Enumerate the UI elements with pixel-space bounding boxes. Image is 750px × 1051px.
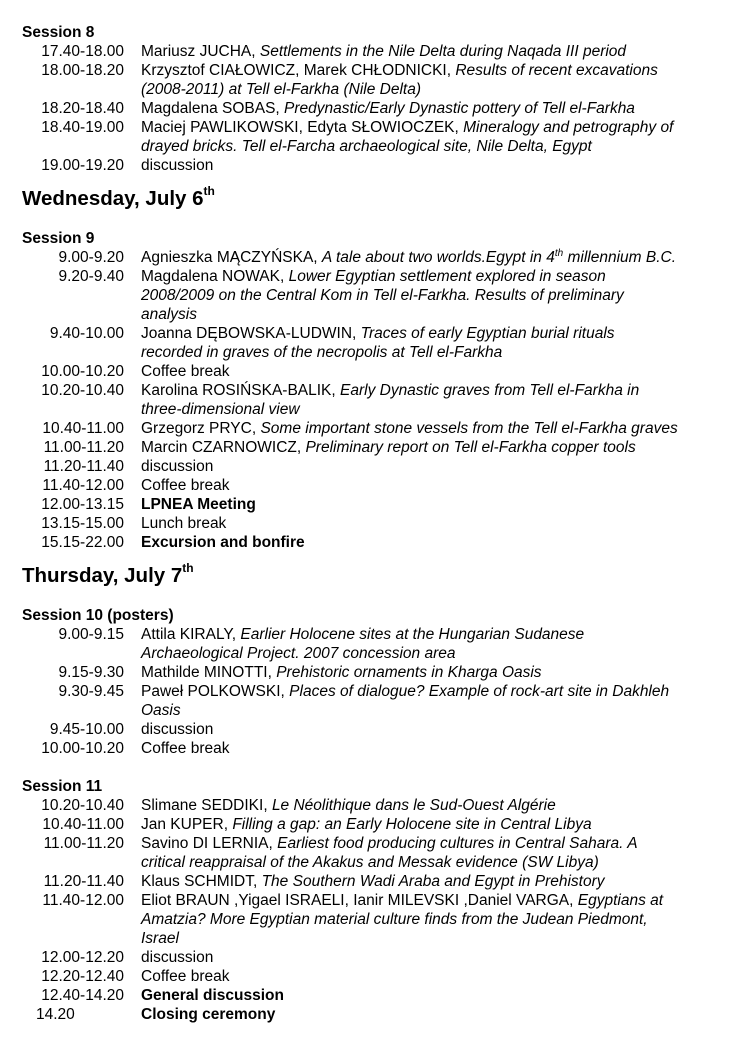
- time-slot: 10.00-10.20: [41, 740, 124, 757]
- break-entry: Lunch break: [141, 515, 227, 532]
- schedule-row: [22, 533, 732, 552]
- talk-title-cont: Archaeological Project. 2007 concession area: [141, 645, 456, 662]
- talk-title: Le Néolithique dans le Sud-Ouest Algérie: [271, 797, 556, 814]
- talk-entry: [141, 625, 732, 663]
- session-8-heading: Session 8: [22, 24, 95, 41]
- schedule-row: [22, 99, 732, 118]
- day-suffix: th: [182, 561, 194, 576]
- speaker: Eliot BRAUN ,Yigael ISRAELI, Ianir MILEVSKI ,Daniel VARGA,: [141, 892, 578, 909]
- talk-entry: [141, 381, 732, 419]
- day-heading-wednesday: [22, 184, 732, 211]
- day-suffix: th: [203, 184, 215, 199]
- time-slot: 10.20-10.40: [41, 382, 124, 399]
- event-entry: Closing ceremony: [141, 1006, 276, 1023]
- break-entry: Coffee break: [141, 968, 230, 985]
- time-slot: 9.00-9.20: [58, 249, 124, 266]
- speaker: Joanna DĘBOWSKA-LUDWIN,: [141, 325, 361, 342]
- speaker: Slimane SEDDIKI,: [141, 797, 272, 814]
- talk-title-cont: Israel: [141, 930, 179, 947]
- event-entry: LPNEA Meeting: [141, 496, 256, 513]
- event-entry: Excursion and bonfire: [141, 534, 305, 551]
- talk-title: Lower Egyptian settlement explored in season: [288, 268, 606, 285]
- break-entry: discussion: [141, 458, 214, 475]
- break-entry: Coffee break: [141, 740, 230, 757]
- talk-entry: [141, 248, 732, 267]
- speaker: Mathilde MINOTTI,: [141, 664, 277, 681]
- time-slot: 9.45-10.00: [49, 721, 124, 738]
- schedule-row: [22, 1005, 732, 1024]
- talk-entry: [141, 324, 732, 362]
- talk-title: Traces of early Egyptian burial rituals: [360, 325, 615, 342]
- break-entry: Coffee break: [141, 363, 230, 380]
- time-slot: 12.40-14.20: [41, 987, 124, 1004]
- talk-title: Prehistoric ornaments in Kharga Oasis: [276, 664, 542, 681]
- session-11-heading: Session 11: [22, 778, 103, 795]
- schedule-row: [22, 438, 732, 457]
- time-slot: 11.00-11.20: [43, 835, 124, 852]
- schedule-row: [22, 362, 732, 381]
- time-slot: 11.40-12.00: [42, 477, 124, 494]
- schedule-row: [22, 476, 732, 495]
- day-heading-thursday: [22, 561, 732, 588]
- talk-title-cont: recorded in graves of the necropolis at Tell el-Farkha: [141, 344, 503, 361]
- time-slot: 10.20-10.40: [41, 797, 124, 814]
- talk-title-cont: (2008-2011) at Tell el-Farkha (Nile Delta): [141, 81, 421, 98]
- day-label: Wednesday, July 6: [22, 187, 204, 210]
- programme-document: [22, 23, 732, 1024]
- schedule-row: [22, 682, 732, 720]
- talk-entry: [141, 42, 732, 61]
- title-part: A tale about two worlds.Egypt in 4: [321, 249, 555, 266]
- title-part: millennium B.C.: [563, 249, 677, 266]
- schedule-row: [22, 625, 732, 663]
- talk-title: Mineralogy and petrography of: [463, 119, 674, 136]
- time-slot: 9.40-10.00: [49, 325, 124, 342]
- speaker: Jan KUPER,: [141, 816, 233, 833]
- schedule-row: [22, 986, 732, 1005]
- schedule-row: [22, 381, 732, 419]
- time-slot: 10.40-11.00: [42, 816, 124, 833]
- schedule-row: [22, 495, 732, 514]
- schedule-row: [22, 720, 732, 739]
- speaker: Magdalena NOWAK,: [141, 268, 289, 285]
- schedule-row: [22, 267, 732, 324]
- schedule-row: [22, 457, 732, 476]
- talk-title: Preliminary report on Tell el-Farkha copper tools: [305, 439, 636, 456]
- talk-entry: [141, 118, 732, 156]
- time-slot: 12.00-13.15: [41, 496, 124, 513]
- break-entry: discussion: [141, 157, 214, 174]
- speaker: Klaus SCHMIDT,: [141, 873, 262, 890]
- talk-title: Places of dialogue? Example of rock-art site in Dakhleh: [289, 683, 670, 700]
- schedule-row: [22, 118, 732, 156]
- title-sup: th: [554, 247, 564, 259]
- time-slot: 11.40-12.00: [42, 892, 124, 909]
- talk-title-cont: analysis: [141, 306, 197, 323]
- schedule-row: [22, 891, 732, 948]
- talk-title: Predynastic/Early Dynastic pottery of Tell el-Farkha: [284, 100, 635, 117]
- schedule-row: [22, 967, 732, 986]
- time-slot: 12.00-12.20: [41, 949, 124, 966]
- speaker: Magdalena SOBAS,: [141, 100, 285, 117]
- time-slot: 18.20-18.40: [41, 100, 124, 117]
- time-slot: 18.40-19.00: [41, 119, 124, 136]
- time-slot: 11.00-11.20: [43, 439, 124, 456]
- speaker: Maciej PAWLIKOWSKI, Edyta SŁOWIOCZEK,: [141, 119, 464, 136]
- schedule-row: [22, 42, 732, 61]
- schedule-row: [22, 739, 732, 758]
- talk-title-cont: 2008/2009 on the Central Kom in Tell el-Farkha. Results of preliminary: [141, 287, 624, 304]
- schedule-row: [22, 834, 732, 872]
- break-entry: discussion: [141, 721, 214, 738]
- time-slot: 9.30-9.45: [58, 683, 124, 700]
- speaker: Marcin CZARNOWICZ,: [141, 439, 306, 456]
- talk-entry: [141, 267, 732, 324]
- speaker: Karolina ROSIŃSKA-BALIK,: [141, 382, 340, 399]
- speaker: Attila KIRALY,: [141, 626, 241, 643]
- schedule-row: [22, 796, 732, 815]
- time-slot: 19.00-19.20: [41, 157, 124, 174]
- talk-entry: [141, 834, 732, 872]
- talk-entry: [141, 796, 732, 815]
- talk-title: The Southern Wadi Araba and Egypt in Prehistory: [261, 873, 605, 890]
- day-label: Thursday, July 7: [22, 564, 183, 587]
- talk-title-cont: drayed bricks. Tell el-Farcha archaeological site, Nile Delta, Egypt: [141, 138, 592, 155]
- talk-entry: [141, 815, 732, 834]
- talk-title: Filling a gap: an Early Holocene site in Central Libya: [232, 816, 592, 833]
- schedule-row: [22, 815, 732, 834]
- talk-title: Earliest food producing cultures in Central Sahara. A: [277, 835, 638, 852]
- break-entry: discussion: [141, 949, 214, 966]
- talk-title-cont: Oasis: [141, 702, 181, 719]
- talk-title: [322, 249, 676, 266]
- schedule-row: [22, 948, 732, 967]
- time-slot: 12.20-12.40: [41, 968, 124, 985]
- talk-entry: [141, 99, 732, 118]
- schedule-row: [22, 419, 732, 438]
- event-entry: General discussion: [141, 987, 284, 1004]
- speaker: Mariusz JUCHA,: [141, 43, 260, 60]
- schedule-row: [22, 61, 732, 99]
- talk-title: Settlements in the Nile Delta during Naqada III period: [259, 43, 627, 60]
- talk-entry: [141, 872, 732, 891]
- schedule-row: [22, 248, 732, 267]
- schedule-row: [22, 514, 732, 533]
- talk-title: Some important stone vessels from the Tell el-Farkha graves: [260, 420, 678, 437]
- time-slot: 17.40-18.00: [41, 43, 124, 60]
- talk-entry: [141, 663, 732, 682]
- talk-entry: [141, 438, 732, 457]
- time-slot: 9.20-9.40: [58, 268, 124, 285]
- time-slot: 14.20: [36, 1006, 75, 1023]
- speaker: Savino DI LERNIA,: [141, 835, 278, 852]
- schedule-row: [22, 872, 732, 891]
- time-slot: 10.40-11.00: [42, 420, 124, 437]
- talk-entry: [141, 891, 732, 948]
- time-slot: 15.15-22.00: [41, 534, 124, 551]
- talk-entry: [141, 419, 732, 438]
- time-slot: 11.20-11.40: [43, 873, 124, 890]
- break-entry: Coffee break: [141, 477, 230, 494]
- talk-entry: [141, 61, 732, 99]
- time-slot: 9.00-9.15: [58, 626, 124, 643]
- speaker: Paweł POLKOWSKI,: [141, 683, 290, 700]
- session-10-heading: Session 10 (posters): [22, 607, 174, 624]
- schedule-row: [22, 663, 732, 682]
- time-slot: 9.15-9.30: [58, 664, 124, 681]
- schedule-row: [22, 324, 732, 362]
- talk-entry: [141, 682, 732, 720]
- talk-title: Early Dynastic graves from Tell el-Farkha in: [340, 382, 640, 399]
- time-slot: 11.20-11.40: [43, 458, 124, 475]
- speaker: Krzysztof CIAŁOWICZ, Marek CHŁODNICKI,: [141, 62, 456, 79]
- session-9-heading: Session 9: [22, 230, 95, 247]
- speaker: Grzegorz PRYC,: [141, 420, 261, 437]
- talk-title-cont: three-dimensional view: [141, 401, 300, 418]
- speaker: Agnieszka MĄCZYŃSKA,: [141, 249, 322, 266]
- talk-title-cont: Amatzia? More Egyptian material culture finds from the Judean Piedmont,: [141, 911, 648, 928]
- talk-title: Egyptians at: [577, 892, 664, 909]
- talk-title: Results of recent excavations: [455, 62, 658, 79]
- time-slot: 13.15-15.00: [41, 515, 124, 532]
- talk-title: Earlier Holocene sites at the Hungarian Sudanese: [240, 626, 585, 643]
- talk-title-cont: critical reappraisal of the Akakus and Messak evidence (SW Libya): [141, 854, 599, 871]
- time-slot: 18.00-18.20: [41, 62, 124, 79]
- time-slot: 10.00-10.20: [41, 363, 124, 380]
- schedule-row: [22, 156, 732, 175]
